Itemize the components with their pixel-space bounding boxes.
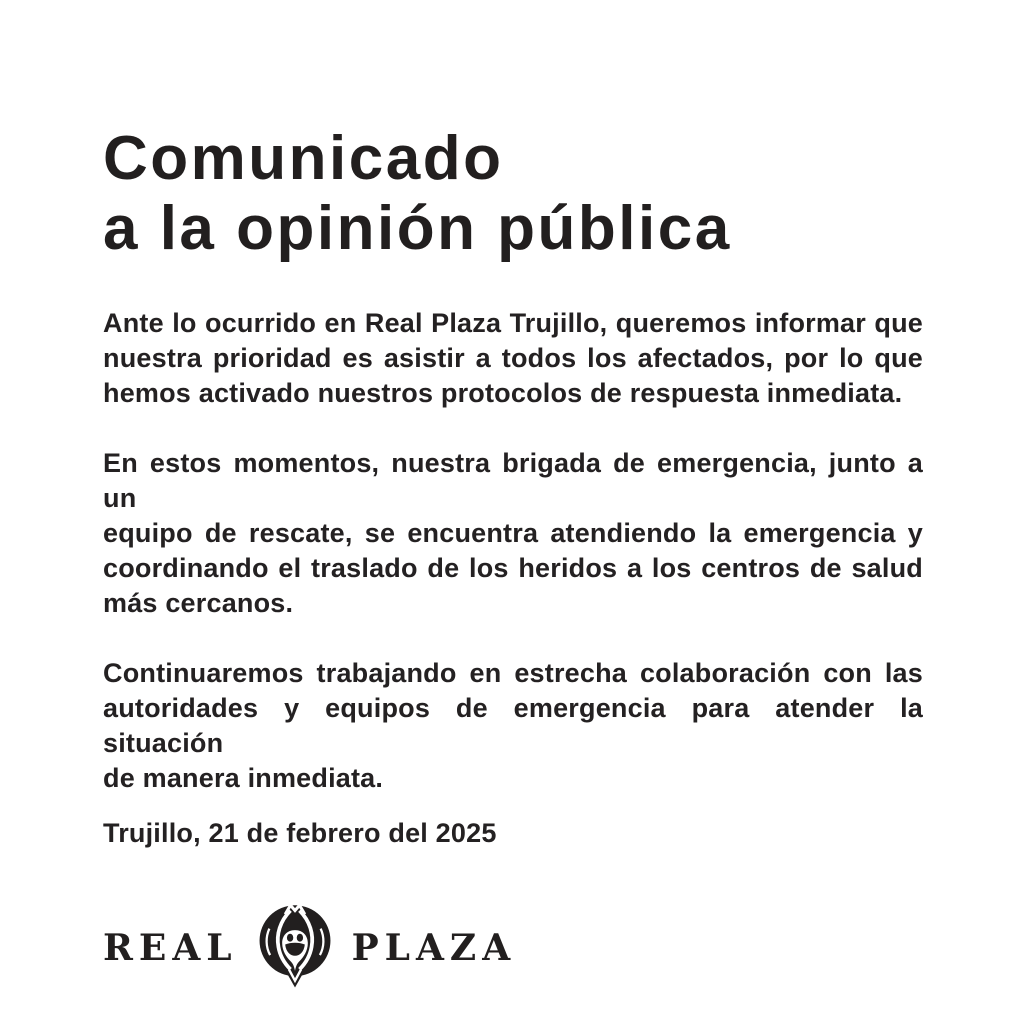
logo-word-plaza: PLAZA: [351, 927, 517, 969]
dateline: Trujillo, 21 de febrero del 2025: [103, 818, 497, 848]
paragraph-2-line-4: más cercanos.: [103, 588, 294, 618]
paragraph-3-line-3: de manera inmediata.: [103, 763, 384, 793]
logo-word-real: REAL: [103, 927, 238, 969]
paragraph-1-line-2: nuestra prioridad es asistir a todos los afectados, por lo que: [103, 343, 923, 373]
paragraph-2-line-3: coordinando el traslado de los heridos a los centros de salud: [103, 553, 923, 583]
statement-body: [103, 306, 923, 796]
paragraph-1-line-3: hemos activado nuestros protocolos de respuesta inmediata.: [103, 378, 903, 408]
title-line-2: a la opinión pública: [103, 194, 732, 263]
title-line-1: Comunicado: [103, 124, 504, 193]
paragraph-1: [103, 306, 923, 411]
paragraph-2: [103, 446, 923, 621]
paragraph-1-line-1: Ante lo ocurrido en Real Plaza Trujillo, queremos informar que: [103, 308, 923, 338]
lion-icon: [257, 903, 333, 989]
paragraph-3: [103, 656, 923, 796]
real-plaza-logo: [103, 903, 923, 989]
paragraph-3-line-2: autoridades y equipos de emergencia para atender la situación: [103, 693, 923, 758]
paragraph-2-line-1: En estos momentos, nuestra brigada de emergencia, junto a un: [103, 448, 923, 513]
page-title: [103, 124, 923, 264]
paragraph-3-line-1: Continuaremos trabajando en estrecha colaboración con las: [103, 658, 923, 688]
paragraph-2-line-2: equipo de rescate, se encuentra atendiendo la emergencia y: [103, 518, 923, 548]
